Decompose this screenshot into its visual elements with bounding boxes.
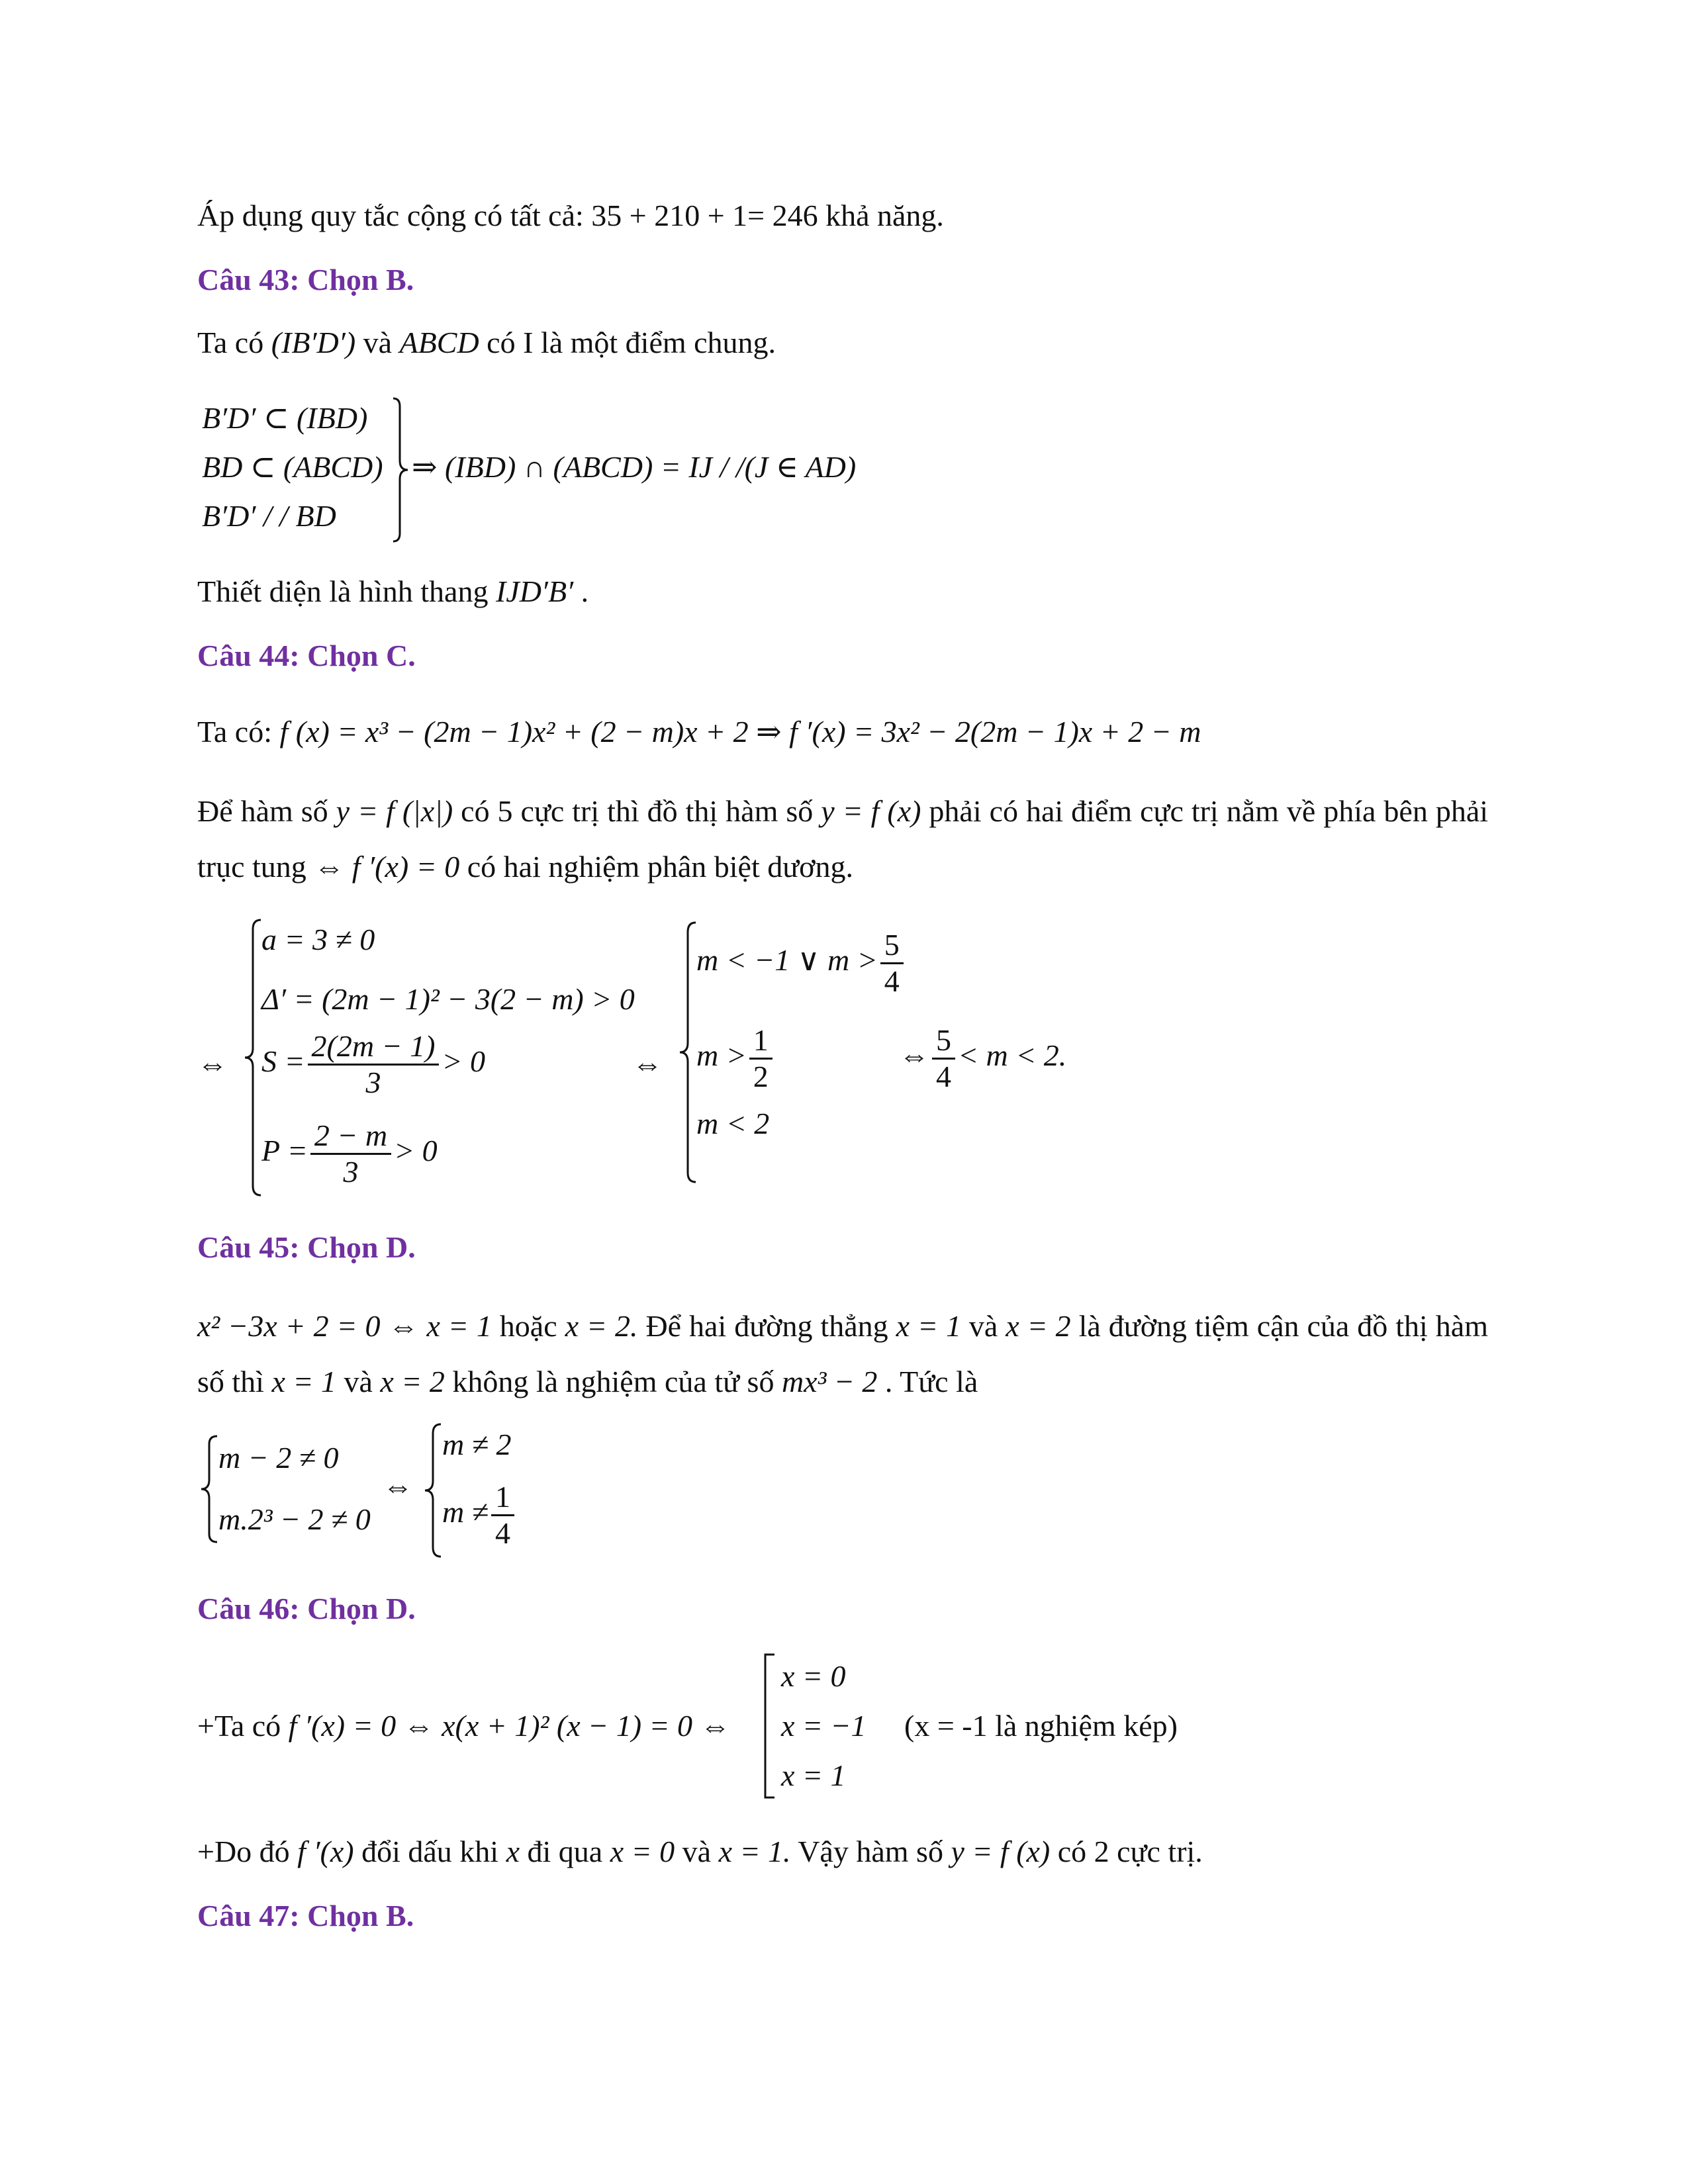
q44-result: ⇔ $\frac{5}{4}$ < m < 2. — [899, 1023, 1067, 1093]
q44-sys2-r2: m > $\frac{1}{2}$ — [696, 1023, 775, 1094]
q43-conclusion: ⇒ (IBD) ∩ (ABCD) = IJ / /(J ∈ AD) — [412, 450, 857, 484]
q44-line1: Ta có: f (x) = x³ − (2m − 1)x² + (2 − m)x + 2 ⇒ f ′(x) = 3x² − 2(2m − 1)x + 2 − m — [197, 715, 1201, 749]
q43-section-line: Thiết diện là hình thang IJD′B′ . — [197, 574, 589, 608]
q44-sys2-r1: m < −1 ∨ m > $\frac{5}{4}$ — [696, 928, 906, 999]
intro-line: Áp dụng quy tắc cộng có tất cả: 35 + 210 + 1= 246 khả năng. — [197, 199, 944, 232]
q44-equiv-2: ⇔ — [632, 1047, 663, 1081]
q44-left-brace-1 — [244, 919, 263, 1197]
q45-left-brace-2 — [424, 1423, 444, 1558]
q44-heading: Câu 44: Chọn C. — [197, 639, 416, 672]
q43-right-brace — [391, 397, 410, 543]
q45-paragraph: x² −3x + 2 = 0 ⇔ x = 1 hoặc x = 2. Để hai đường thẳng x = 1 và x = 2 là đường tiệm cận của đồ thị hàm số thì x = 1 và x = 2 không là nghiệm của tử số mx³ − 2 . Tức là — [197, 1309, 1488, 1398]
q44-equiv-1: ⇔ — [197, 1047, 228, 1081]
q43-sys-row3: B′D′ / / BD — [202, 499, 336, 533]
q44-sys1-p: P = $\frac{2 - m}{3}$ > 0 — [261, 1118, 438, 1189]
q44-sys1-a: a = 3 ≠ 0 — [261, 923, 375, 956]
q44-paragraph: Để hàm số y = f (|x|) có 5 cực trị thì đồ thị hàm số y = f (x) phải có hai điểm cực trị nằm về phía bên phải trục tung ⇔ f ′(x) = 0 có hai nghiệm phân biệt dương. — [197, 794, 1489, 884]
q44-sys2-r3: m < 2 — [696, 1107, 770, 1140]
q44-left-brace-2 — [679, 921, 698, 1183]
q46-line2: +Do đó f ′(x) đổi dấu khi x đi qua x = 0 và x = 1. Vậy hàm số y = f (x) có 2 cực trị. — [197, 1835, 1203, 1868]
q45-left-brace-1 — [200, 1435, 220, 1543]
q45-sys2-r2: m ≠ $\frac{1}{4}$ — [442, 1480, 517, 1551]
q46-case-1: x = 0 — [781, 1659, 846, 1693]
q46-case-3: x = 1 — [781, 1758, 846, 1792]
q46-heading: Câu 46: Chọn D. — [197, 1592, 416, 1625]
q43-heading: Câu 43: Chọn B. — [197, 263, 414, 296]
q43-sys-row1: B′D′ ⊂ (IBD) — [202, 401, 368, 435]
q46-case-2: x = −1 — [781, 1709, 867, 1743]
q45-heading: Câu 45: Chọn D. — [197, 1230, 416, 1264]
q47-heading: Câu 47: Chọn B. — [197, 1899, 414, 1933]
q45-sys2-r1: m ≠ 2 — [442, 1428, 512, 1461]
q46-note: (x = -1 là nghiệm kép) — [904, 1709, 1178, 1743]
q44-sys1-delta: Δ′ = (2m − 1)² − 3(2 − m) > 0 — [261, 982, 635, 1016]
q45-equiv: ⇔ — [383, 1469, 413, 1503]
q46-case-bracket — [761, 1653, 777, 1799]
q45-sys1-r1: m − 2 ≠ 0 — [218, 1441, 339, 1475]
q44-sys1-s: S = $\frac{2(2m - 1)}{3}$ > 0 — [261, 1029, 485, 1099]
q43-line1: Ta có (IB′D′) và ABCD có I là một điểm chung. — [197, 326, 776, 359]
q45-sys1-r2: m.2³ − 2 ≠ 0 — [218, 1502, 371, 1536]
q46-line1: +Ta có f ′(x) = 0 ⇔ x(x + 1)² (x − 1) = 0 ⇔ — [197, 1709, 731, 1743]
q43-sys-row2: BD ⊂ (ABCD) — [202, 450, 383, 484]
